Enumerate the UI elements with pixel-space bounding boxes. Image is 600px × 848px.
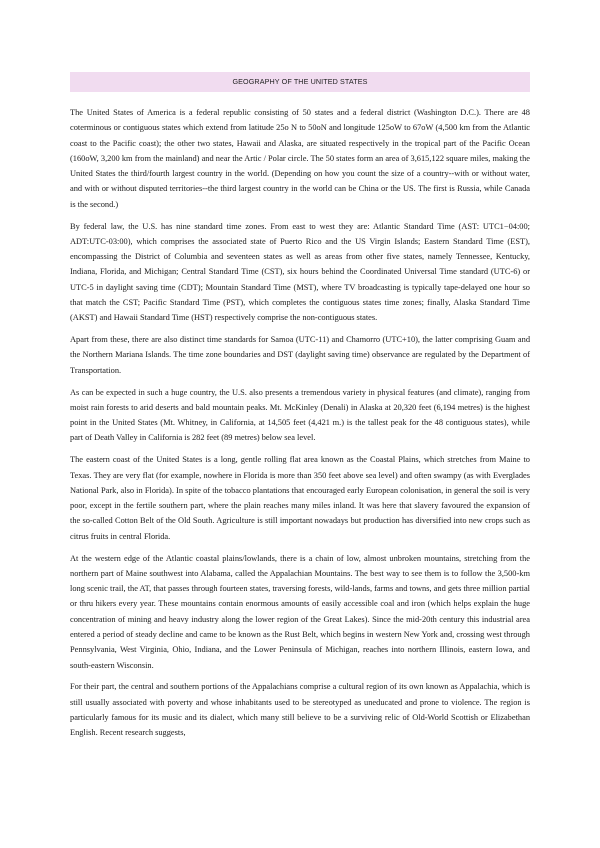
paragraph-overview: The United States of America is a federal republic consisting of 50 states and a federal district (Washington D.C.). There are 48 coterminous or contiguous states which extend from latitude 25o N to 50oN and longitude 125oW to 67oW (4,500 km from the Atlantic coast to the Pacific coast); the other two states, Hawaii and Alaska, are situated respectively in the tropical part of the Pacific Ocean (160oW, 3,200 km from the mainland) and near the Artic / Polar circle. The 50 states form an area of 3,615,122 square miles, making the United States the third/fourth largest country in the world. (Depending on how you count the size of a country--with or without water, and with or without disputed territories--the third largest country in the world can be China or the US. The first is Russia, while Canada is the second.) — [70, 108, 530, 209]
document-page — [70, 72, 530, 747]
document-title: GEOGRAPHY OF THE UNITED STATES — [70, 72, 530, 92]
paragraph-time-zones: By federal law, the U.S. has nine standard time zones. From east to west they are: Atlantic Standard Time (AST: UTC1−04:00; ADT:UTC-03:00), which comprises the associated state of Puerto Rico and the US Virgin Islands; Eastern Standard Time (EST), encompassing the District of Columbia and seventeen states as well as areas from other five states, namely Tennessee, Kentucky, Indiana, Florida, and Michigan; Central Standard Time (CST), six hours behind the Coordinated Universal Time standard (UTC-6) or UTC-5 in daylight saving time (CDT); Mountain Standard Time (MST), where TV broadcasting is typically tape-delayed one hour so that match the CST; Pacific Standard Time (PST), which completes the contiguous states time zones; finally, Alaska Standard Time (AKST) and Hawaii Standard Time (HST) respectively comprise the non-contiguous states. — [70, 221, 530, 323]
paragraph-physical-features: As can be expected in such a huge country, the U.S. also presents a tremendous variety in physical features (and climate), ranging from moist rain forests to arid deserts and bald mountain peaks. Mt. McKinley (Denali) in Alaska at 20,320 feet (6,194 metres) is the highest point in the United States (Mt. Whitney, in California, at 14,505 feet (4,421 m.) is the tallest peak for the 48 contiguous states), while part of Death Valley in California is 282 feet (89 metres) below sea level. — [70, 387, 530, 443]
paragraph-appalachian-mountains: At the western edge of the Atlantic coastal plains/lowlands, there is a chain of low, almost unbroken mountains, stretching from the northern part of Maine southwest into Alabama, called the Appalachian Mountains. The best way to see them is to follow the 3,500-km long scenic trail, the AT, that passes through fourteen states, traversing forests, wild-lands, farms and towns, and gets three million partial or thru hikers every year. These mountains contain enormous amounts of easily accessible coal and iron (which helps explain the huge concentration of mining and heavy industry along the lower region of the Great Lakes). Since the mid-20th century this industrial area entered a period of steady decline and came to be known as the Rust Belt, which begins in western New York and, crossing west through Pennsylvania, West Virginia, Ohio, Indiana, and the Lower Peninsula of Michigan, reaches into northern Illinois, eastern Iowa, and south-eastern Wisconsin. — [70, 553, 530, 670]
paragraph-coastal-plains: The eastern coast of the United States is a long, gentle rolling flat area known as the Coastal Plains, which stretches from Maine to Texas. They are very flat (for example, nowhere in Florida is more than 350 feet above sea level) and often swampy (as with Everglades National Park, also in Florida). In spite of the tobacco plantations that encouraged early European colonisation, in general the soil is very poor, except in the fertile southern part, where the plain reaches many miles inland. It was here that slavery favoured the expansion of the so-called Cotton Belt of the Old South. Agriculture is still important nowadays but production has diversified into new crops such as citrus fruits in central Florida. — [70, 455, 530, 541]
paragraph-appalachia: For their part, the central and southern portions of the Appalachians comprise a cultural region of its own known as Appalachia, which is still usually associated with poverty and whose inhabitants used to be stereotyped as uneducated and prone to violence. The region is particularly famous for its music and its dialect, which many still believe to be a surviving relic of Old-World Scottish or Elizabethan English. Recent research suggests, — [70, 682, 530, 738]
paragraph-other-time-standards: Apart from these, there are also distinct time standards for Samoa (UTC-11) and Chamorro (UTC+10), the latter comprising Guam and the Northern Mariana Islands. The time zone boundaries and DST (daylight saving time) observance are regulated by the Department of Transportation. — [70, 335, 530, 375]
